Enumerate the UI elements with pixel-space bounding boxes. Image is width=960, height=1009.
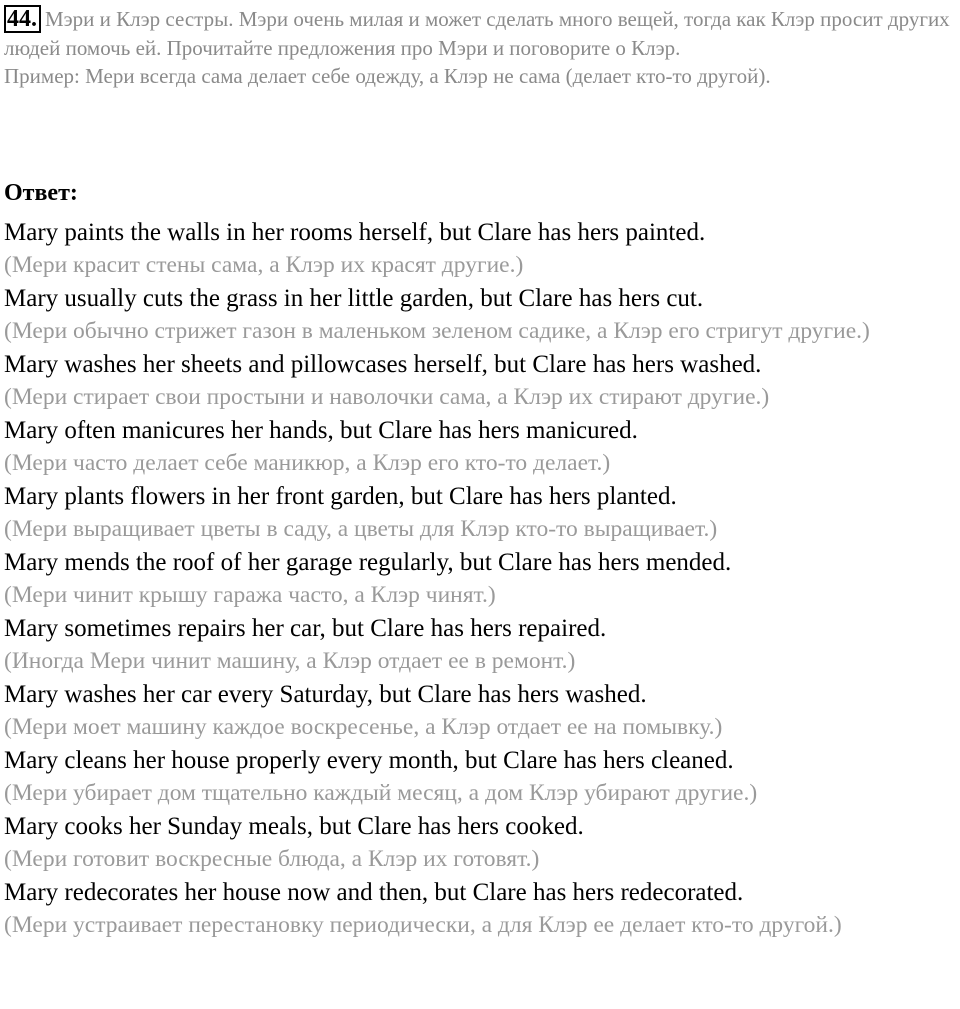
answer-item [4, 810, 960, 876]
russian-translation: (Мери часто делает себе маникюр, а Клэр его кто-то делает.) [4, 450, 611, 476]
task-example: Пример: Мери всегда сама делает себе одежду, а Клэр не сама (делает кто-то другой). [4, 64, 771, 88]
russian-translation: (Мери обычно стрижет газон в маленьком зеленом садике, а Клэр его стригут другие.) [4, 318, 870, 344]
task-number: 44. [4, 5, 41, 33]
task-block [4, 5, 956, 91]
answer-item [4, 744, 960, 810]
russian-translation: (Мери стирает свои простыни и наволочки сама, а Клэр их стирают другие.) [4, 384, 770, 410]
russian-translation: (Мери моет машину каждое воскресенье, а Клэр отдает ее на помывку.) [4, 714, 723, 740]
russian-translation: (Мери готовит воскресные блюда, а Клэр их готовят.) [4, 846, 540, 872]
russian-translation: (Мери убирает дом тщательно каждый месяц, а дом Клэр убирают другие.) [4, 780, 758, 806]
english-sentence: Mary washes her sheets and pillowcases herself, but Clare has hers washed. [4, 351, 762, 378]
english-sentence: Mary cleans her house properly every month, but Clare has hers cleaned. [4, 747, 734, 774]
russian-translation: (Мери выращивает цветы в саду, а цветы для Клэр кто-то выращивает.) [4, 516, 718, 542]
english-sentence: Mary cooks her Sunday meals, but Clare has hers cooked. [4, 813, 584, 840]
task-instruction: Мэри и Клэр сестры. Мэри очень милая и может сделать много вещей, тогда как Клэр просит других людей помочь ей. Прочитайте предложения про Мэри и поговорите о Клэр. [4, 7, 950, 60]
answer-item [4, 480, 960, 546]
answer-list [4, 216, 960, 942]
english-sentence: Mary redecorates her house now and then, but Clare has hers redecorated. [4, 879, 744, 906]
russian-translation: (Иногда Мери чинит машину, а Клэр отдает ее в ремонт.) [4, 648, 576, 674]
english-sentence: Mary sometimes repairs her car, but Clare has hers repaired. [4, 615, 607, 642]
english-sentence: Mary mends the roof of her garage regularly, but Clare has hers mended. [4, 549, 732, 576]
answer-item [4, 876, 960, 942]
answer-item [4, 414, 960, 480]
english-sentence: Mary usually cuts the grass in her little garden, but Clare has hers cut. [4, 285, 704, 312]
answer-heading: Ответ: [4, 180, 78, 206]
russian-translation: (Мери устраивает перестановку периодически, а для Клэр ее делает кто-то другой.) [4, 912, 842, 938]
english-sentence: Mary plants flowers in her front garden, but Clare has hers planted. [4, 483, 677, 510]
answer-item [4, 282, 960, 348]
answer-item [4, 612, 960, 678]
russian-translation: (Мери красит стены сама, а Клэр их красят другие.) [4, 252, 524, 278]
english-sentence: Mary often manicures her hands, but Clare has hers manicured. [4, 417, 638, 444]
english-sentence: Mary paints the walls in her rooms herself, but Clare has hers painted. [4, 219, 706, 246]
answer-item [4, 216, 960, 282]
answer-item [4, 348, 960, 414]
english-sentence: Mary washes her car every Saturday, but Clare has hers washed. [4, 681, 647, 708]
answer-item [4, 678, 960, 744]
russian-translation: (Мери чинит крышу гаража часто, а Клэр чинят.) [4, 582, 496, 608]
answer-item [4, 546, 960, 612]
